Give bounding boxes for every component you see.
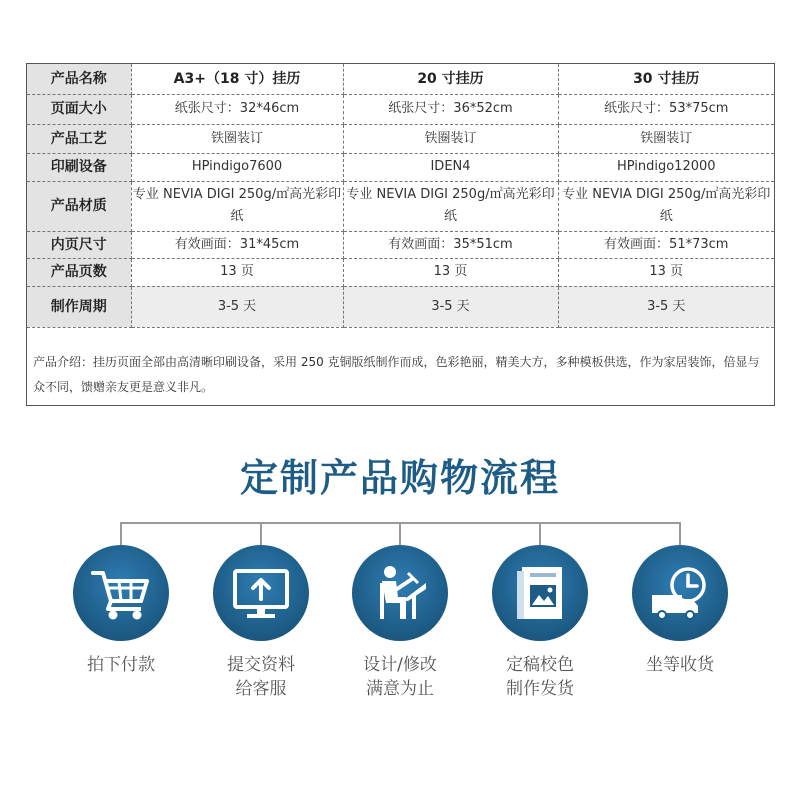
row-label: 制作周期 [27,286,131,327]
spec-table-panel [26,63,775,406]
step-label: 提交资料 给客服 [227,655,295,699]
step-circle [632,545,728,641]
product-intro-text: 产品介绍：挂历页面全部由高清晰印刷设备，采用 250 克铜版纸制作而成，色彩艳丽，精美大方，多种模板供选，作为家居装饰，倍显与众不同，馈赠亲友更是意义非凡。 [33,355,760,394]
table-row-craft [27,124,774,153]
step-label: 设计/修改 满意为止 [363,655,437,699]
step-label: 定稿校色 制作发货 [506,655,574,699]
row-label: 页面大小 [27,94,131,124]
connector-drop [399,522,401,546]
header-cell-name: 产品名称 [27,64,131,94]
picture-book-icon [508,561,572,625]
designer-desk-icon [368,561,432,625]
header-cell-a3: A3+（18 寸）挂历 [131,64,343,94]
step-label: 坐等收货 [646,655,714,675]
table-cell: 13 页 [558,258,774,286]
connector-drop [679,522,681,546]
table-cell: 有效画面：31*45cm [131,231,343,258]
step-circle [73,545,169,641]
table-cell: 13 页 [131,258,343,286]
process-step-receive [630,545,730,675]
table-cell: 专业 NEVIA DIGI 250g/㎡高光彩印纸 [131,181,343,231]
row-label: 印刷设备 [27,153,131,181]
connector-drop [260,522,262,546]
table-cell: 纸张尺寸：36*52cm [343,94,558,124]
row-label: 产品材质 [27,181,131,231]
table-cell: 铁圈装订 [343,124,558,153]
table-row-page-size [27,94,774,124]
table-header-row [27,64,774,94]
table-cell: 纸张尺寸：53*75cm [558,94,774,124]
header-cell-30: 30 寸挂历 [558,64,774,94]
step-label: 拍下付款 [87,655,155,675]
table-cell: HPindigo12000 [558,153,774,181]
table-cell: HPindigo7600 [131,153,343,181]
row-label: 内页尺寸 [27,231,131,258]
process-step-design [350,545,450,699]
process-step-pay [71,545,171,675]
process-step-submit [211,545,311,699]
step-circle [213,545,309,641]
connector-drop [539,522,541,546]
step-circle [492,545,588,641]
table-row-inner-size [27,231,774,258]
table-cell: 铁圈装订 [558,124,774,153]
step-circle [352,545,448,641]
process-step-proof [490,545,590,699]
row-label: 产品页数 [27,258,131,286]
process-title: 定制产品购物流程 [239,456,560,500]
table-cell: 专业 NEVIA DIGI 250g/㎡高光彩印纸 [558,181,774,231]
table-cell: 有效画面：51*73cm [558,231,774,258]
delivery-truck-clock-icon [648,561,712,625]
connector-drop [120,522,122,546]
table-cell: 有效画面：35*51cm [343,231,558,258]
spec-table [27,64,774,328]
table-cell: 3-5 天 [131,286,343,327]
table-cell: 3-5 天 [343,286,558,327]
table-cell: 专业 NEVIA DIGI 250g/㎡高光彩印纸 [343,181,558,231]
shopping-cart-icon [89,561,153,625]
upload-monitor-icon [229,561,293,625]
table-cell: 纸张尺寸：32*46cm [131,94,343,124]
table-row-cycle [27,286,774,327]
table-row-material [27,181,774,231]
table-cell: IDEN4 [343,153,558,181]
table-row-printer [27,153,774,181]
header-cell-20: 20 寸挂历 [343,64,558,94]
table-cell: 3-5 天 [558,286,774,327]
table-cell: 铁圈装订 [131,124,343,153]
table-row-pages [27,258,774,286]
row-label: 产品工艺 [27,124,131,153]
table-cell: 13 页 [343,258,558,286]
